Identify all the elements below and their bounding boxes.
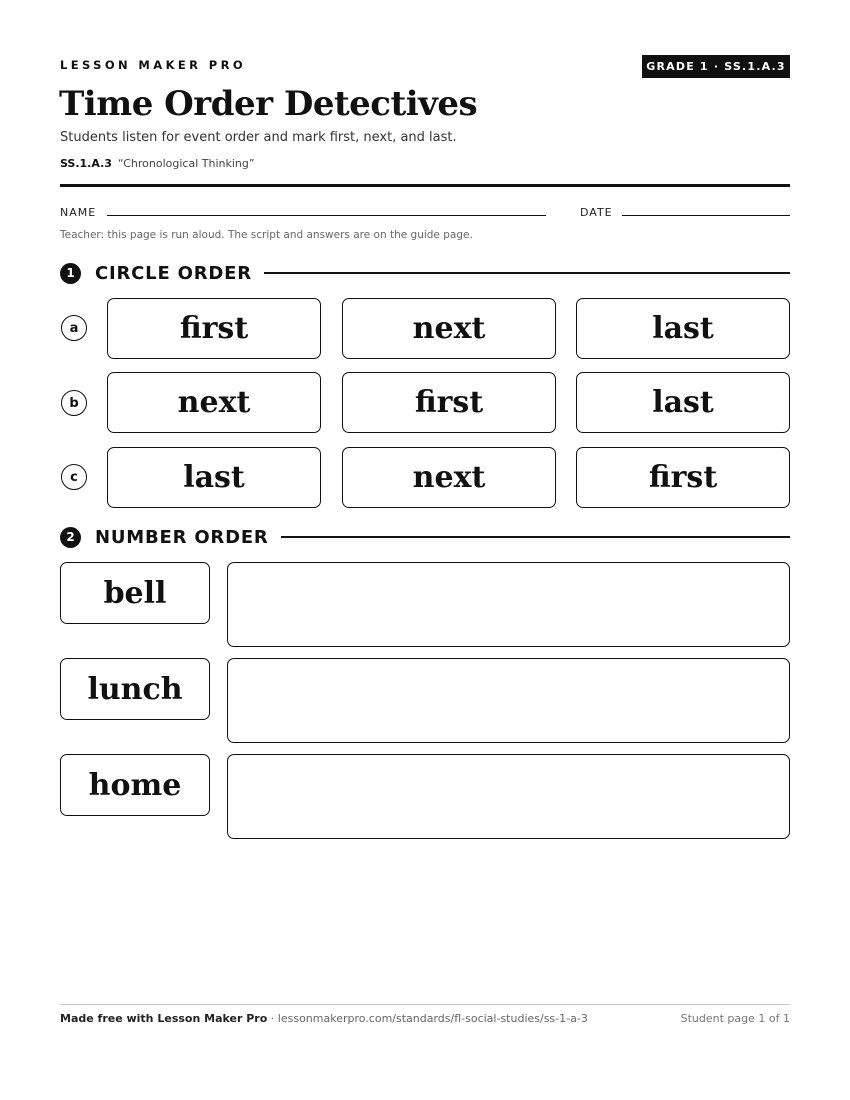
grade-standard-badge: GRADE 1 · SS.1.A.3 bbox=[642, 55, 790, 78]
section-number-badge: 1 bbox=[60, 263, 81, 284]
page-subtitle: Students listen for event order and mark first, next, and last. bbox=[60, 130, 457, 145]
teacher-note: Teacher: this page is run aloud. The script and answers are on the guide page. bbox=[60, 229, 473, 241]
footer-url[interactable]: lessonmakerpro.com/standards/fl-social-studies/ss-1-a-3 bbox=[277, 1012, 588, 1025]
section-2-header bbox=[60, 526, 790, 548]
footer-credit bbox=[60, 1012, 588, 1025]
event-label-home: home bbox=[60, 754, 210, 816]
standard-code: SS.1.A.3 bbox=[60, 157, 112, 170]
event-label-bell: bell bbox=[60, 562, 210, 624]
date-label: DATE bbox=[580, 206, 613, 219]
choice-last[interactable]: last bbox=[107, 447, 321, 508]
section-title: CIRCLE ORDER bbox=[95, 262, 252, 284]
section-divider bbox=[264, 272, 790, 274]
answer-box-home[interactable] bbox=[227, 754, 790, 839]
choice-next[interactable]: next bbox=[342, 447, 556, 508]
row-letter-b: b bbox=[61, 390, 87, 416]
choice-last[interactable]: last bbox=[576, 298, 790, 359]
footer-separator: · bbox=[267, 1012, 278, 1025]
choice-first[interactable]: first bbox=[342, 372, 556, 433]
section-number-badge: 2 bbox=[60, 527, 81, 548]
choice-first[interactable]: first bbox=[107, 298, 321, 359]
choice-first[interactable]: first bbox=[576, 447, 790, 508]
brand-name: LESSON MAKER PRO bbox=[60, 58, 247, 72]
choice-next[interactable]: next bbox=[107, 372, 321, 433]
row-letter-c: c bbox=[61, 464, 87, 490]
section-1-header bbox=[60, 262, 790, 284]
choice-next[interactable]: next bbox=[342, 298, 556, 359]
answer-box-bell[interactable] bbox=[227, 562, 790, 647]
footer-page-number: Student page 1 of 1 bbox=[680, 1012, 790, 1025]
page-title: Time Order Detectives bbox=[59, 84, 478, 124]
footer-divider bbox=[60, 1004, 790, 1005]
footer-made-with: Made free with Lesson Maker Pro bbox=[60, 1012, 268, 1025]
section-divider bbox=[281, 536, 790, 538]
name-label: NAME bbox=[60, 206, 97, 219]
header-divider bbox=[60, 184, 790, 187]
name-field[interactable] bbox=[107, 215, 546, 216]
event-label-lunch: lunch bbox=[60, 658, 210, 720]
standard-line bbox=[60, 157, 255, 170]
answer-box-lunch[interactable] bbox=[227, 658, 790, 743]
date-field[interactable] bbox=[622, 215, 790, 216]
section-title: NUMBER ORDER bbox=[95, 526, 269, 548]
choice-last[interactable]: last bbox=[576, 372, 790, 433]
standard-name: “Chronological Thinking” bbox=[117, 157, 255, 170]
row-letter-a: a bbox=[61, 315, 87, 341]
